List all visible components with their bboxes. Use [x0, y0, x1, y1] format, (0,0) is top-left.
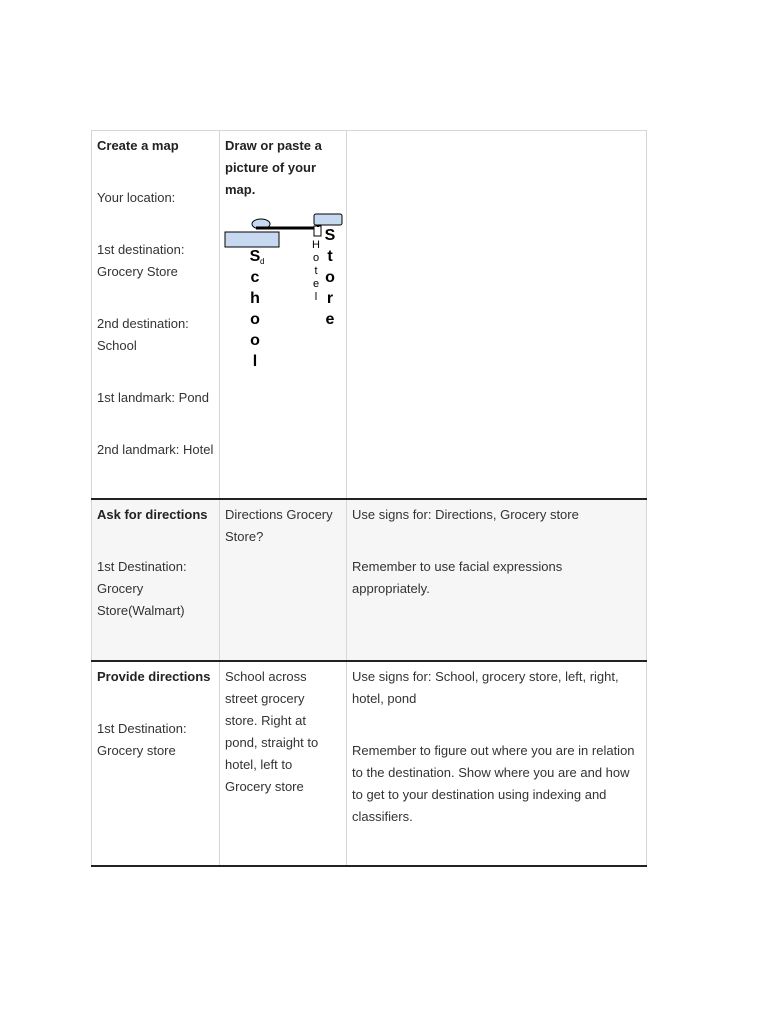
sign-gloss-line: Store?: [225, 529, 264, 544]
cell-provide-directions-notes: [347, 661, 647, 866]
sign-gloss-line: hotel, left to: [225, 757, 293, 772]
second-landmark: 2nd landmark: Hotel: [97, 442, 214, 457]
table-row-ask-directions: [92, 499, 647, 661]
second-destination-label: 2nd destination:: [97, 316, 189, 331]
store-label: S t o r e: [324, 227, 336, 328]
signs-note: Use signs for: Directions, Grocery store: [352, 507, 579, 522]
reminder-line: Remember to use facial expressions: [352, 559, 563, 574]
task-heading: Ask for directions: [97, 507, 208, 522]
sign-gloss-line: street grocery: [225, 691, 305, 706]
cell-provide-directions-text: [220, 661, 347, 866]
school-shape: [225, 232, 279, 247]
cell-provide-directions-task: [92, 661, 220, 866]
cell-ask-directions-task: [92, 499, 220, 661]
first-destination-label: 1st destination:: [97, 242, 185, 257]
activity-table: [91, 130, 647, 867]
sign-gloss-line: School across: [225, 669, 307, 684]
map-drawing: [225, 213, 341, 388]
school-label: S c h o o l: [249, 248, 261, 370]
second-destination-value: School: [97, 338, 137, 353]
hotel-label: H o t e l: [312, 239, 320, 303]
task-heading: Create a map: [97, 138, 179, 153]
cell-create-map-task: [92, 131, 220, 500]
task-heading: Provide directions: [97, 669, 211, 684]
signs-note-line: hotel, pond: [352, 691, 417, 706]
cell-map: [220, 131, 347, 500]
hotel-shape: [314, 226, 321, 236]
small-mark: d: [260, 257, 265, 266]
reminder-line: to the destination. Show where you are and how: [352, 765, 630, 780]
destination-value: Grocery: [97, 581, 144, 596]
sign-gloss-line: pond, straight to: [225, 735, 319, 750]
first-landmark: 1st landmark: Pond: [97, 390, 210, 405]
sign-gloss-line: Grocery store: [225, 779, 304, 794]
table-row-provide-directions: [92, 661, 647, 866]
reminder-line: Remember to figure out where you are in relation: [352, 743, 635, 758]
reminder-line: appropriately.: [352, 581, 430, 596]
first-destination-value: Grocery Store: [97, 264, 178, 279]
destination-label: 1st Destination:: [97, 721, 187, 736]
map-instruction-line: map.: [225, 182, 256, 197]
destination-label: 1st Destination:: [97, 559, 187, 574]
table-row-create-map: [92, 131, 647, 500]
cell-empty: [347, 131, 647, 500]
cell-ask-directions-text: [220, 499, 347, 661]
your-location-label: Your location:: [97, 190, 176, 205]
cell-ask-directions-notes: [347, 499, 647, 661]
map-instruction-line: picture of your: [225, 160, 317, 175]
store-shape: [314, 214, 342, 225]
map-instruction-line: Draw or paste a: [225, 138, 322, 153]
destination-value: Grocery store: [97, 743, 176, 758]
reminder-line: to get to your destination using indexing and: [352, 787, 607, 802]
sign-gloss-line: store. Right at: [225, 713, 306, 728]
sign-gloss-line: Directions Grocery: [225, 507, 333, 522]
reminder-line: classifiers.: [352, 809, 413, 824]
signs-note-line: Use signs for: School, grocery store, left, right,: [352, 669, 619, 684]
destination-value: Store(Walmart): [97, 603, 185, 618]
